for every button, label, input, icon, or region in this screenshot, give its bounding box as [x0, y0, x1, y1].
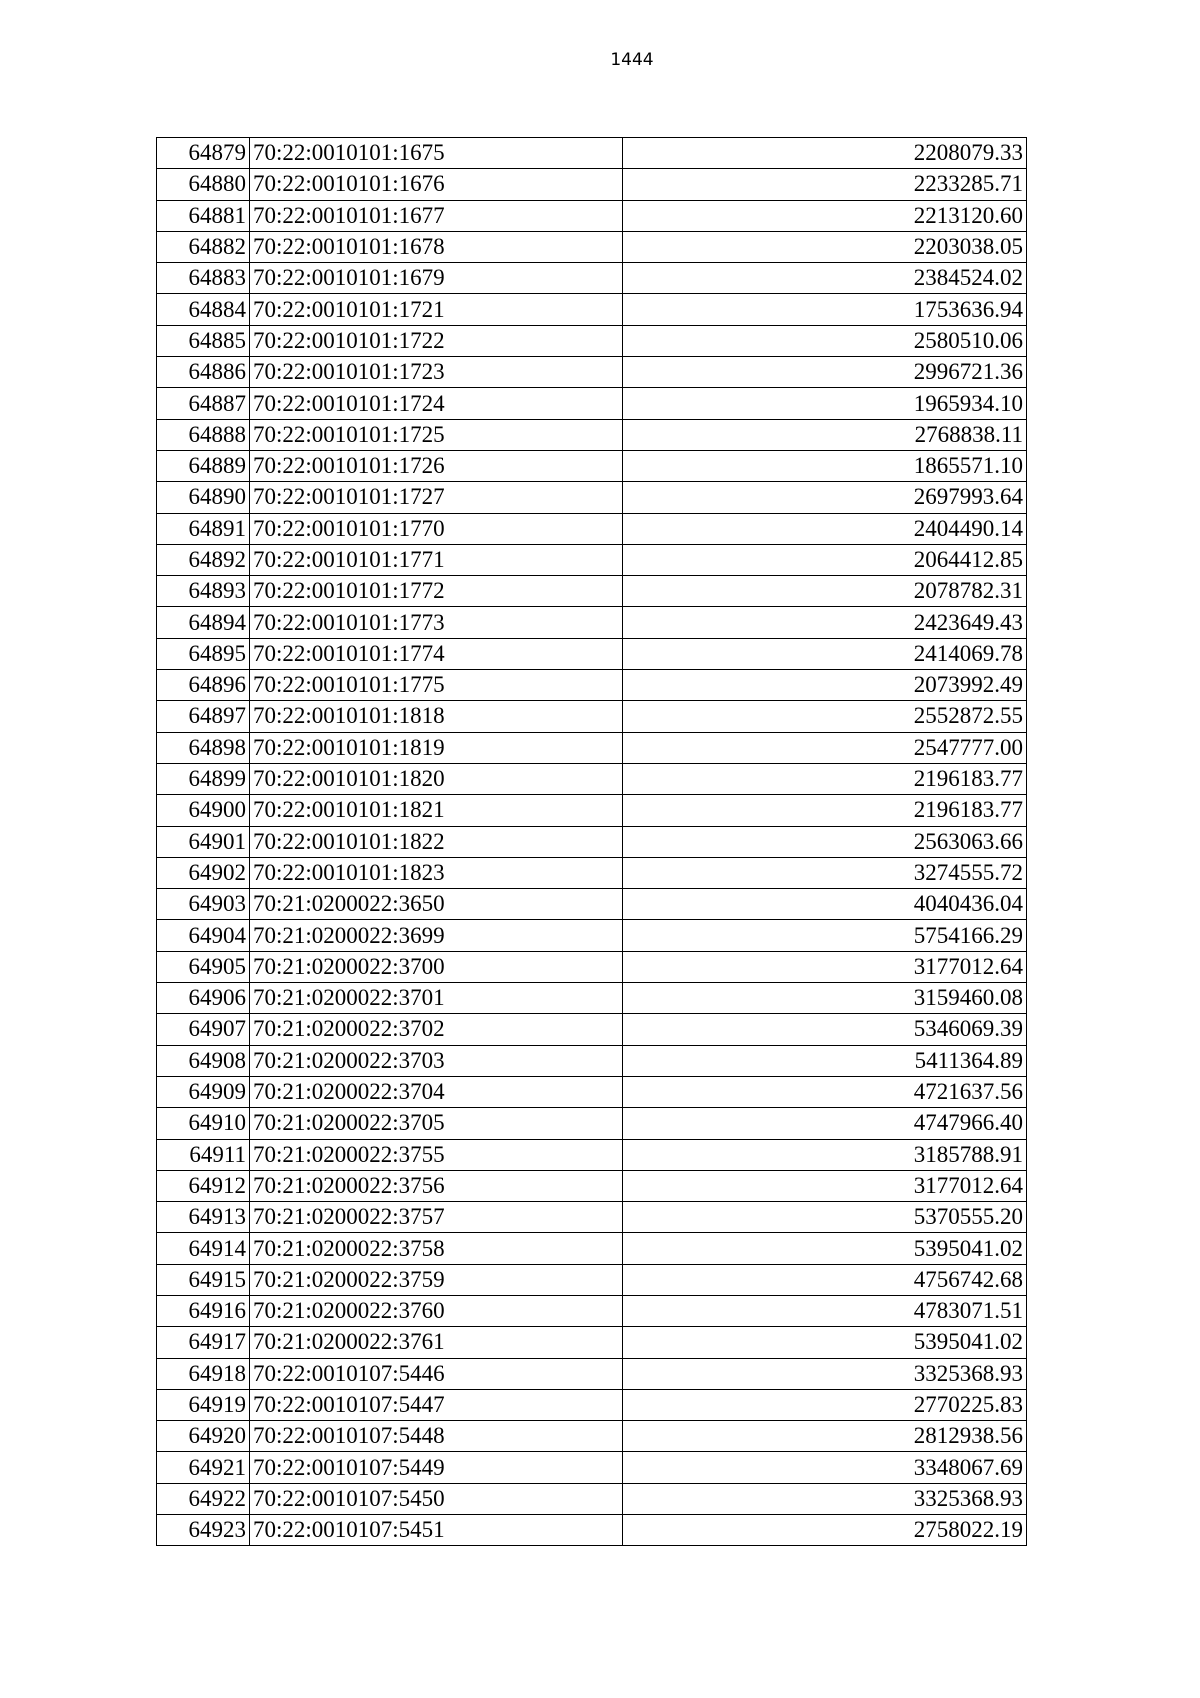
row-number-cell: 64915 [157, 1264, 250, 1295]
cadastral-value-cell: 5411364.89 [623, 1045, 1027, 1076]
cadastral-number-cell: 70:21:0200022:3700 [250, 951, 623, 982]
cadastral-value-cell: 2064412.85 [623, 544, 1027, 575]
cadastral-value-cell: 2547777.00 [623, 732, 1027, 763]
row-number-cell: 64880 [157, 169, 250, 200]
row-number-cell: 64895 [157, 638, 250, 669]
cadastral-value-cell: 3274555.72 [623, 857, 1027, 888]
table-row [157, 1295, 1027, 1326]
cadastral-value-cell: 2423649.43 [623, 607, 1027, 638]
table-row [157, 1170, 1027, 1201]
cadastral-number-cell: 70:22:0010101:1676 [250, 169, 623, 200]
cadastral-number-cell: 70:22:0010101:1823 [250, 857, 623, 888]
cadastral-number-cell: 70:22:0010101:1675 [250, 138, 623, 169]
table-row [157, 920, 1027, 951]
row-number-cell: 64892 [157, 544, 250, 575]
cadastral-number-cell: 70:21:0200022:3704 [250, 1076, 623, 1107]
row-number-cell: 64891 [157, 513, 250, 544]
cadastral-number-cell: 70:21:0200022:3758 [250, 1233, 623, 1264]
cadastral-value-cell: 2213120.60 [623, 200, 1027, 231]
cadastral-value-cell: 4783071.51 [623, 1295, 1027, 1326]
table-row [157, 169, 1027, 200]
table-row [157, 857, 1027, 888]
cadastral-value-cell: 5395041.02 [623, 1327, 1027, 1358]
cadastral-number-cell: 70:21:0200022:3757 [250, 1202, 623, 1233]
cadastral-number-cell: 70:21:0200022:3761 [250, 1327, 623, 1358]
cadastral-number-cell: 70:22:0010101:1721 [250, 294, 623, 325]
cadastral-number-cell: 70:21:0200022:3705 [250, 1108, 623, 1139]
cadastral-value-cell: 3159460.08 [623, 983, 1027, 1014]
table-row [157, 795, 1027, 826]
cadastral-number-cell: 70:22:0010107:5449 [250, 1452, 623, 1483]
row-number-cell: 64886 [157, 357, 250, 388]
table-row [157, 1452, 1027, 1483]
table-row [157, 450, 1027, 481]
cadastral-value-cell: 1865571.10 [623, 450, 1027, 481]
cadastral-value-cell: 3177012.64 [623, 951, 1027, 982]
cadastral-value-cell: 2812938.56 [623, 1421, 1027, 1452]
cadastral-value-cell: 3325368.93 [623, 1358, 1027, 1389]
cadastral-number-cell: 70:22:0010107:5447 [250, 1389, 623, 1420]
cadastral-number-cell: 70:22:0010107:5448 [250, 1421, 623, 1452]
row-number-cell: 64923 [157, 1515, 250, 1546]
table-row [157, 544, 1027, 575]
table-row [157, 638, 1027, 669]
cadastral-value-cell: 4040436.04 [623, 889, 1027, 920]
table-row [157, 1483, 1027, 1514]
cadastral-value-cell: 3325368.93 [623, 1483, 1027, 1514]
table-row [157, 200, 1027, 231]
table-row [157, 951, 1027, 982]
row-number-cell: 64908 [157, 1045, 250, 1076]
table-row [157, 1327, 1027, 1358]
row-number-cell: 64888 [157, 419, 250, 450]
cadastral-value-cell: 2552872.55 [623, 701, 1027, 732]
cadastral-number-cell: 70:21:0200022:3703 [250, 1045, 623, 1076]
table-row [157, 701, 1027, 732]
cadastral-number-cell: 70:22:0010107:5446 [250, 1358, 623, 1389]
table-row [157, 576, 1027, 607]
table-row [157, 1358, 1027, 1389]
cadastral-number-cell: 70:22:0010101:1724 [250, 388, 623, 419]
table-row [157, 1045, 1027, 1076]
cadastral-value-cell: 2768838.11 [623, 419, 1027, 450]
cadastral-number-cell: 70:22:0010101:1727 [250, 482, 623, 513]
cadastral-value-cell: 2996721.36 [623, 357, 1027, 388]
row-number-cell: 64884 [157, 294, 250, 325]
row-number-cell: 64905 [157, 951, 250, 982]
table-row [157, 1233, 1027, 1264]
table-row [157, 732, 1027, 763]
cadastral-value-cell: 1965934.10 [623, 388, 1027, 419]
row-number-cell: 64885 [157, 325, 250, 356]
cadastral-number-cell: 70:21:0200022:3650 [250, 889, 623, 920]
row-number-cell: 64920 [157, 1421, 250, 1452]
table-row [157, 357, 1027, 388]
row-number-cell: 64913 [157, 1202, 250, 1233]
cadastral-value-cell: 2758022.19 [623, 1515, 1027, 1546]
row-number-cell: 64889 [157, 450, 250, 481]
row-number-cell: 64890 [157, 482, 250, 513]
row-number-cell: 64882 [157, 231, 250, 262]
row-number-cell: 64893 [157, 576, 250, 607]
table-row [157, 1264, 1027, 1295]
cadastral-number-cell: 70:22:0010101:1771 [250, 544, 623, 575]
row-number-cell: 64894 [157, 607, 250, 638]
table-body [157, 138, 1027, 1546]
cadastral-value-cell: 2414069.78 [623, 638, 1027, 669]
cadastral-value-cell: 2580510.06 [623, 325, 1027, 356]
row-number-cell: 64921 [157, 1452, 250, 1483]
cadastral-number-cell: 70:21:0200022:3756 [250, 1170, 623, 1201]
cadastral-value-cell: 2563063.66 [623, 826, 1027, 857]
cadastral-number-cell: 70:22:0010101:1678 [250, 231, 623, 262]
table-row [157, 482, 1027, 513]
table-row [157, 1014, 1027, 1045]
table-row [157, 1421, 1027, 1452]
cadastral-number-cell: 70:22:0010101:1819 [250, 732, 623, 763]
page-number: 1444 [610, 50, 654, 70]
cadastral-value-cell: 2196183.77 [623, 795, 1027, 826]
table-row [157, 889, 1027, 920]
cadastral-value-cell: 2697993.64 [623, 482, 1027, 513]
row-number-cell: 64903 [157, 889, 250, 920]
row-number-cell: 64897 [157, 701, 250, 732]
cadastral-value-cell: 1753636.94 [623, 294, 1027, 325]
cadastral-value-cell: 2770225.83 [623, 1389, 1027, 1420]
cadastral-number-cell: 70:21:0200022:3759 [250, 1264, 623, 1295]
cadastral-number-cell: 70:22:0010101:1772 [250, 576, 623, 607]
table-row [157, 763, 1027, 794]
row-number-cell: 64898 [157, 732, 250, 763]
cadastral-value-cell: 2203038.05 [623, 231, 1027, 262]
cadastral-number-cell: 70:22:0010101:1677 [250, 200, 623, 231]
cadastral-number-cell: 70:22:0010101:1679 [250, 263, 623, 294]
cadastral-number-cell: 70:22:0010101:1726 [250, 450, 623, 481]
cadastral-number-cell: 70:22:0010101:1722 [250, 325, 623, 356]
row-number-cell: 64896 [157, 670, 250, 701]
cadastral-number-cell: 70:21:0200022:3755 [250, 1139, 623, 1170]
cadastral-number-cell: 70:22:0010101:1725 [250, 419, 623, 450]
row-number-cell: 64917 [157, 1327, 250, 1358]
table-row [157, 670, 1027, 701]
table-row [157, 826, 1027, 857]
cadastral-value-cell: 5346069.39 [623, 1014, 1027, 1045]
table-row [157, 419, 1027, 450]
cadastral-value-cell: 2196183.77 [623, 763, 1027, 794]
cadastral-number-cell: 70:22:0010101:1821 [250, 795, 623, 826]
cadastral-number-cell: 70:22:0010101:1775 [250, 670, 623, 701]
table-row [157, 607, 1027, 638]
table-row [157, 231, 1027, 262]
table-row [157, 1389, 1027, 1420]
cadastral-number-cell: 70:21:0200022:3702 [250, 1014, 623, 1045]
cadastral-number-cell: 70:22:0010101:1770 [250, 513, 623, 544]
cadastral-value-cell: 2208079.33 [623, 138, 1027, 169]
row-number-cell: 64919 [157, 1389, 250, 1420]
row-number-cell: 64916 [157, 1295, 250, 1326]
row-number-cell: 64881 [157, 200, 250, 231]
table-row [157, 983, 1027, 1014]
cadastral-value-cell: 4756742.68 [623, 1264, 1027, 1295]
cadastral-value-cell: 2404490.14 [623, 513, 1027, 544]
row-number-cell: 64887 [157, 388, 250, 419]
row-number-cell: 64914 [157, 1233, 250, 1264]
table-row [157, 1202, 1027, 1233]
table-row [157, 513, 1027, 544]
cadastral-value-cell: 4721637.56 [623, 1076, 1027, 1107]
cadastral-value-cell: 3185788.91 [623, 1139, 1027, 1170]
cadastral-number-cell: 70:21:0200022:3699 [250, 920, 623, 951]
row-number-cell: 64912 [157, 1170, 250, 1201]
table-row [157, 1515, 1027, 1546]
row-number-cell: 64922 [157, 1483, 250, 1514]
cadastral-number-cell: 70:22:0010107:5451 [250, 1515, 623, 1546]
row-number-cell: 64902 [157, 857, 250, 888]
cadastral-number-cell: 70:22:0010107:5450 [250, 1483, 623, 1514]
cadastral-number-cell: 70:21:0200022:3760 [250, 1295, 623, 1326]
row-number-cell: 64900 [157, 795, 250, 826]
row-number-cell: 64910 [157, 1108, 250, 1139]
cadastral-value-cell: 5370555.20 [623, 1202, 1027, 1233]
cadastral-value-table [156, 137, 1027, 1546]
table-row [157, 1139, 1027, 1170]
cadastral-value-cell: 4747966.40 [623, 1108, 1027, 1139]
cadastral-value-cell: 2073992.49 [623, 670, 1027, 701]
cadastral-number-cell: 70:22:0010101:1820 [250, 763, 623, 794]
row-number-cell: 64904 [157, 920, 250, 951]
cadastral-number-cell: 70:22:0010101:1818 [250, 701, 623, 732]
row-number-cell: 64901 [157, 826, 250, 857]
row-number-cell: 64883 [157, 263, 250, 294]
cadastral-value-cell: 3177012.64 [623, 1170, 1027, 1201]
row-number-cell: 64899 [157, 763, 250, 794]
table-row [157, 388, 1027, 419]
cadastral-number-cell: 70:22:0010101:1773 [250, 607, 623, 638]
cadastral-number-cell: 70:21:0200022:3701 [250, 983, 623, 1014]
row-number-cell: 64911 [157, 1139, 250, 1170]
table-row [157, 294, 1027, 325]
cadastral-value-cell: 3348067.69 [623, 1452, 1027, 1483]
cadastral-number-cell: 70:22:0010101:1723 [250, 357, 623, 388]
row-number-cell: 64879 [157, 138, 250, 169]
table-row [157, 1076, 1027, 1107]
table-row [157, 263, 1027, 294]
table-row [157, 325, 1027, 356]
cadastral-number-cell: 70:22:0010101:1822 [250, 826, 623, 857]
cadastral-value-cell: 5754166.29 [623, 920, 1027, 951]
cadastral-value-cell: 5395041.02 [623, 1233, 1027, 1264]
cadastral-value-cell: 2233285.71 [623, 169, 1027, 200]
row-number-cell: 64918 [157, 1358, 250, 1389]
cadastral-number-cell: 70:22:0010101:1774 [250, 638, 623, 669]
cadastral-value-cell: 2384524.02 [623, 263, 1027, 294]
row-number-cell: 64907 [157, 1014, 250, 1045]
cadastral-value-cell: 2078782.31 [623, 576, 1027, 607]
table-row [157, 138, 1027, 169]
row-number-cell: 64909 [157, 1076, 250, 1107]
row-number-cell: 64906 [157, 983, 250, 1014]
table-row [157, 1108, 1027, 1139]
